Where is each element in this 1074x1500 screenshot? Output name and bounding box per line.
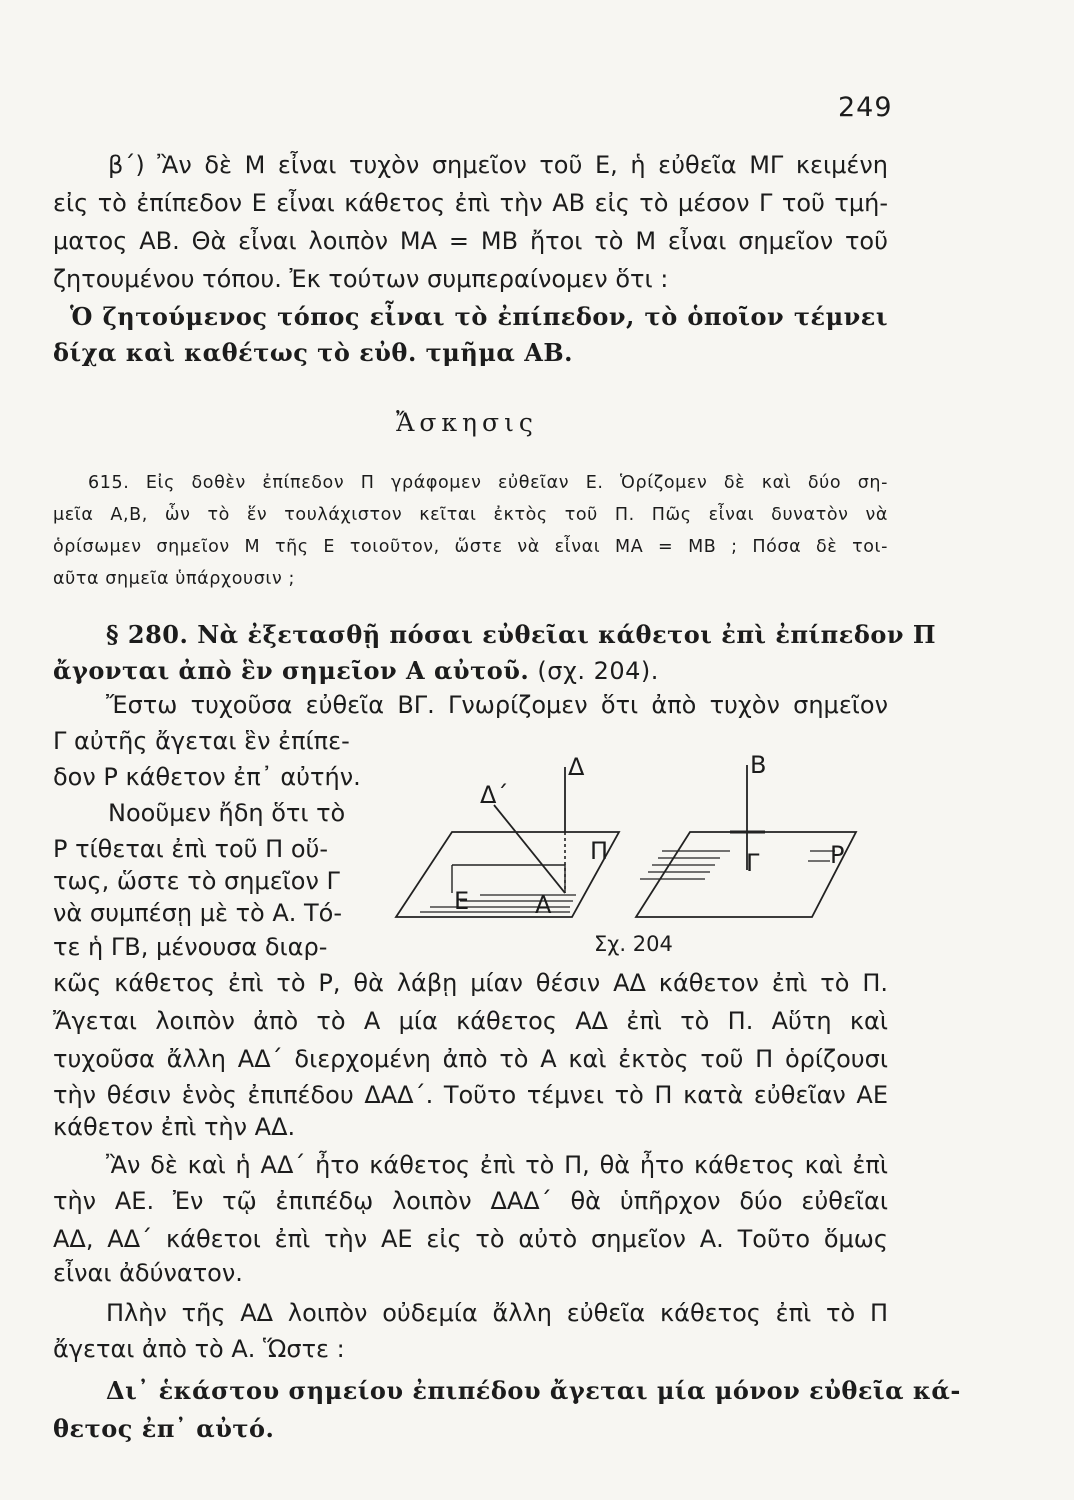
text-line: εἰς τὸ ἐπίπεδον Ε εἶναι κάθετος ἐπὶ τὴν ΑΒ εἰς τὸ μέσον Γ τοῦ τμή- <box>53 189 888 217</box>
plane-pi <box>396 832 619 917</box>
exercise-heading: Ἄσκησις <box>396 408 538 437</box>
conclusion-line: θετος ἐπ᾽ αὐτό. <box>53 1414 275 1443</box>
text-line: Νοοῦμεν ἤδη ὅτι τὸ <box>108 799 346 827</box>
text-line: τε ἡ ΓΒ, μένουσα διαρ- <box>53 933 328 961</box>
label-beta: Β <box>750 751 767 779</box>
text-line: Πλὴν τῆς ΑΔ λοιπὸν οὐδεμία ἄλλη εὐθεῖα κάθετος ἐπὶ τὸ Π <box>106 1299 888 1327</box>
exercise-line: μεῖα Α,Β, ὧν τὸ ἕν τουλάχιστον κεῖται ἐκτὸς τοῦ Π. Πῶς εἶναι δυνατὸν νὰ <box>53 505 888 525</box>
text-line: Ἂν δὲ καὶ ἡ ΑΔ΄ ἦτο κάθετος ἐπὶ τὸ Π, θὰ ἦτο κάθετος καὶ ἐπὶ <box>106 1151 888 1179</box>
text-line: ματος ΑΒ. Θὰ εἶναι λοιπὸν ΜΑ = ΜΒ ἤτοι τὸ Μ εἶναι σημεῖον τοῦ <box>53 227 888 255</box>
text-line: κῶς κάθετος ἐπὶ τὸ Ρ, θὰ λάβῃ μίαν θέσιν ΑΔ κάθετον ἐπὶ τὸ Π. <box>53 969 888 997</box>
label-delta: Δ <box>568 753 585 781</box>
text-line: τυχοῦσα ἄλλη ΑΔ΄ διερχομένη ἀπὸ τὸ Α καὶ ἐκτὸς τοῦ Π ὁρίζουσι <box>53 1045 888 1073</box>
section-number: § 280. <box>106 620 189 649</box>
text-line: εἶναι ἀδύνατον. <box>53 1259 243 1287</box>
text-line: τὴν θέσιν ἑνὸς ἐπιπέδου ΔΑΔ΄. Τοῦτο τέμνει τὸ Π κατὰ εὐθεῖαν ΑΕ <box>53 1081 888 1109</box>
label-delta-prime: Δ΄ <box>480 781 509 809</box>
section-title: Νὰ ἐξετασθῇ πόσαι εὐθεῖαι κάθετοι ἐπὶ ἐπίπεδον Π <box>197 620 937 649</box>
text-line: β΄) Ἂν δὲ Μ εἶναι τυχὸν σημεῖον τοῦ Ε, ἡ εὐθεῖα ΜΓ κειμένη <box>108 151 888 179</box>
theorem-line: δίχα καὶ καθέτως τὸ εὐθ. τμῆμα ΑΒ. <box>53 338 573 367</box>
exercise-line: 615. Εἰς δοθὲν ἐπίπεδον Π γράφομεν εὐθεῖαν Ε. Ὁρίζομεν δὲ καὶ δύο ση- <box>88 473 888 493</box>
section-title-line <box>53 656 659 686</box>
exercise-line: αῦτα σημεῖα ὑπάρχουσιν ; <box>53 569 295 589</box>
label-rho: Ρ <box>830 841 845 869</box>
line-AD-prime <box>494 805 565 893</box>
section-title-line <box>106 620 937 650</box>
text-line: τὴν ΑΕ. Ἐν τῷ ἐπιπέδῳ λοιπὸν ΔΑΔ΄ θὰ ὑπῆρχον δύο εὐθεῖαι <box>53 1187 888 1215</box>
text-line: ΑΔ, ΑΔ΄ κάθετοι ἐπὶ τὴν ΑΕ εἰς τὸ αὐτὸ σημεῖον Α. Τοῦτο ὅμως <box>53 1225 888 1253</box>
figure-reference: (σχ. 204). <box>529 657 659 685</box>
text-line: δον Ρ κάθετον ἐπ᾽ αὐτήν. <box>53 763 361 791</box>
page-number: 249 <box>838 92 893 123</box>
label-gamma: Γ <box>746 849 760 877</box>
label-pi: Π <box>590 837 609 865</box>
text-line: ἄγεται ἀπὸ τὸ Α. Ὥστε : <box>53 1335 345 1363</box>
text-line: νὰ συμπέσῃ μὲ τὸ Α. Τό- <box>53 899 343 927</box>
exercise-line: ὁρίσωμεν σημεῖον Μ τῆς Ε τοιοῦτον, ὥστε νὰ εἶναι ΜΑ = ΜΒ ; Πόσα δὲ τοι- <box>53 537 888 557</box>
conclusion-line: Δι᾽ ἑκάστου σημείου ἐπιπέδου ἄγεται μία μόνον εὐθεῖα κά- <box>106 1376 961 1405</box>
text-line: ζητουμένου τόπου. Ἐκ τούτων συμπεραίνομεν ὅτι : <box>53 265 669 293</box>
text-line: Ρ τίθεται ἐπὶ τοῦ Π οὕ- <box>53 835 329 863</box>
section-title-cont: ἄγονται ἀπὸ ἓν σημεῖον Α αὐτοῦ. <box>53 656 530 685</box>
text-line: Γ αὐτῆς ἄγεται ἓν ἐπίπε- <box>53 727 350 755</box>
text-line: κάθετον ἐπὶ τὴν ΑΔ. <box>53 1113 296 1141</box>
figure-caption: Σχ. 204 <box>594 932 673 956</box>
theorem-line: Ὁ ζητούμενος τόπος εἶναι τὸ ἐπίπεδον, τὸ ὁποῖον τέμνει <box>70 302 888 331</box>
text-line: Ἔστω τυχοῦσα εὐθεῖα ΒΓ. Γνωρίζομεν ὅτι ἀπὸ τυχὸν σημεῖον <box>106 691 888 719</box>
text-line: Ἄγεται λοιπὸν ἀπὸ τὸ Α μία κάθετος ΑΔ ἐπὶ τὸ Π. Αὕτη καὶ <box>53 1007 888 1035</box>
figure-204 <box>390 735 900 965</box>
label-alpha: Α <box>535 891 552 919</box>
label-epsilon: Ε <box>454 887 470 915</box>
text-line: τως, ὥστε τὸ σημεῖον Γ <box>53 867 340 895</box>
